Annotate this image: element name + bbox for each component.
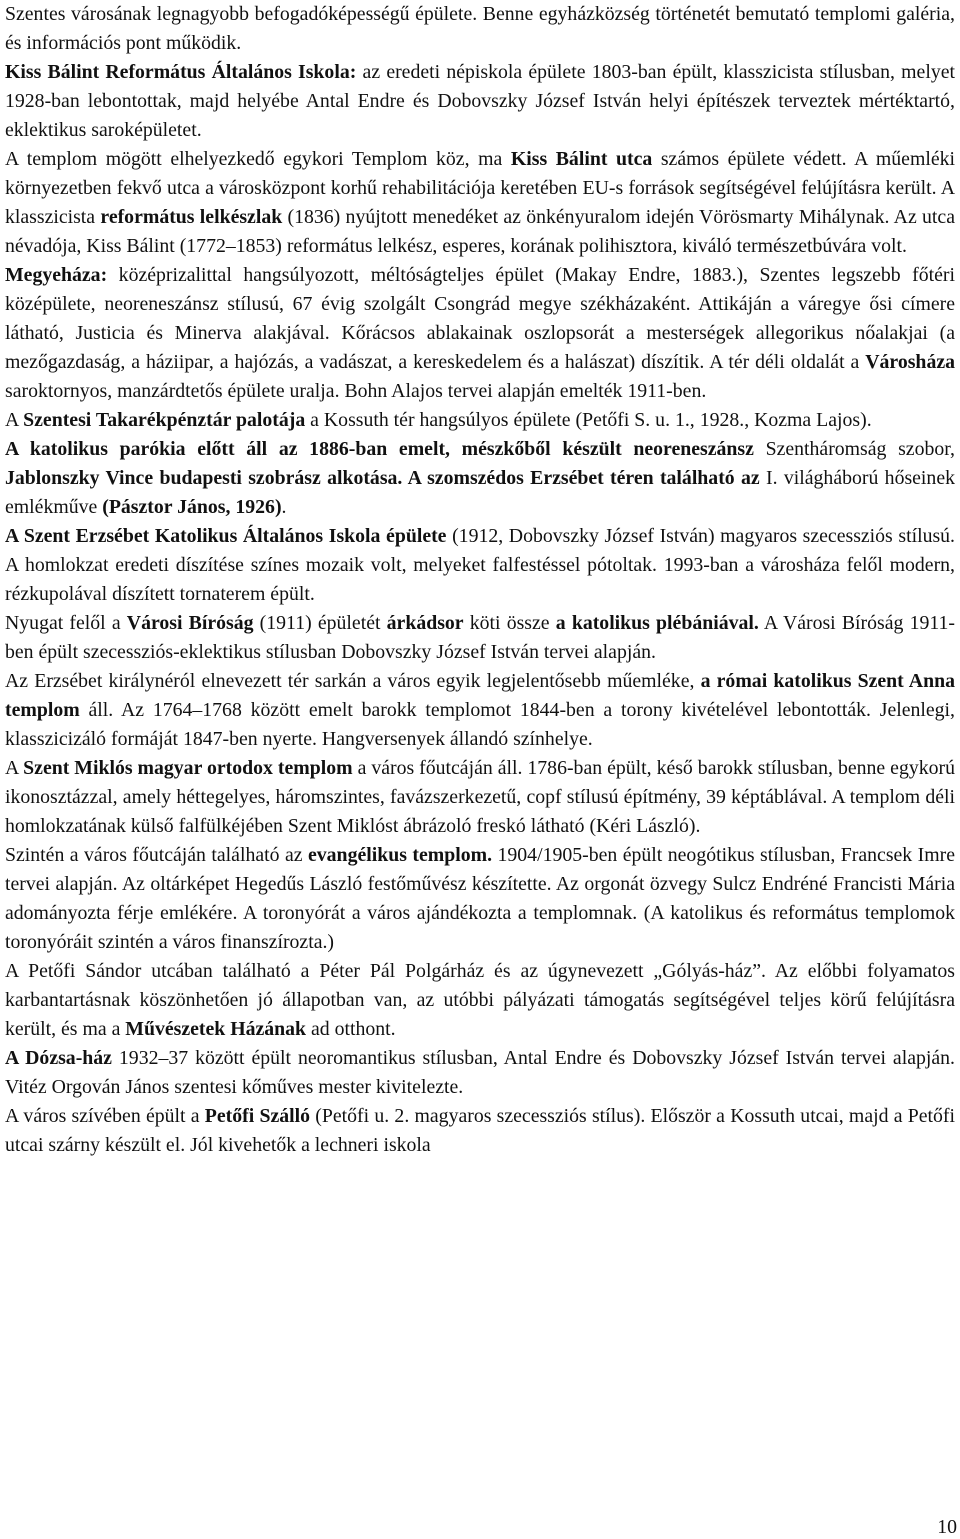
bold-text: A Szent Erzsébet Katolikus Általános Iskola épülete — [5, 525, 447, 547]
text-run: A — [5, 409, 24, 431]
text-run: A templom mögött elhelyezkedő egykori Templom köz, ma — [5, 148, 511, 170]
text-run: az eredeti népiskola épülete 1803-ban épült, klasszicista stílusban, melyet 1928-ban lebontottak, majd helyébe Antal Endre és Dobovszky József István helyi építészek terveztek mértéktartó, eklektikus saroképületet. — [5, 61, 955, 141]
paragraph — [5, 754, 955, 841]
bold-text: árkádsor — [386, 612, 464, 634]
paragraph — [5, 145, 955, 261]
text-run: A Petőfi Sándor utcában található a Péter Pál Polgárház és az úgynevezett „Gólyás-ház”. Az előbbi folyamatos karbantartásnak köszönhetően jó állapotban van, az utóbbi pályázati támogatás segítségével teljes körű felújításra került, és ma a — [5, 960, 955, 1040]
bold-text: református lelkészlak — [100, 206, 283, 228]
text-run: saroktornyos, manzárdtetős épülete uralja. Bohn Alajos tervei alapján emelték 1911-ben. — [5, 380, 707, 402]
text-run: Szentes városának legnagyobb befogadóképességű épülete. Benne egyházközség történetét bemutató templomi galéria, és információs pont működik. — [5, 3, 955, 54]
text-run: A Városi Bíróság 1911-ben épült szecessziós-eklektikus stílusban Dobovszky József István tervei alapján. — [5, 612, 955, 663]
text-run: a Kossuth tér hangsúlyos épülete (Petőfi S. u. 1., 1928., Kozma Lajos). — [305, 409, 872, 431]
text-run: (1911) épületét — [253, 612, 387, 634]
bold-text: evangélikus templom. — [308, 844, 493, 866]
document-body — [5, 0, 955, 1399]
paragraph — [5, 1102, 955, 1160]
text-run: 1932–37 között épült neoromantikus stílusban, Antal Endre és Dobovszky József István tervei alapján. Vitéz Orgován János szentesi kőműves mester kivitelezte. — [5, 1047, 955, 1098]
text-run: ad otthont. — [306, 1018, 396, 1040]
bold-text: Kiss Bálint utca — [510, 148, 653, 170]
bold-text: Jablonszky Vince budapesti szobrász alkotása. A szomszédos Erzsébet téren található az — [5, 467, 760, 489]
paragraph — [5, 406, 955, 435]
bold-text: Megyeháza: — [5, 264, 108, 286]
text-run: 1904/1905-ben épült neogótikus stílusban, Francsek Imre tervei alapján. Az oltárképet Hegedűs László festőművész készítette. Az orgonát özvegy Sulcz Endréné Francisti Mária adományozta férje emlékére. A toronyórát a város ajándékozta a templomnak. (A katolikus és református templomok toronyóráit szintén a város finanszírozta.) — [5, 844, 955, 953]
text-run: Szintén a város főutcáján található az — [5, 844, 308, 866]
paragraph — [5, 667, 955, 754]
bold-text: Szentesi Takarékpénztár palotája — [23, 409, 306, 431]
text-run: a város főutcáján áll. 1786-ban épült, késő barokk stílusban, benne egykorú ikonosztázzal, amely héttegelyes, háromszintes, favázszerkezetű, copf stílusú építmény, 39 képtáblával. A templom déli homlokzatának külső falfülkéjében Szent Miklóst ábrázoló freskó látható (Kéri László). — [5, 757, 955, 837]
text-run: Szentháromság szobor, — [753, 438, 955, 460]
text-run: (1912, Dobovszky József István) magyaros szecessziós stílusú. A homlokzat eredeti díszítése színes mozaik volt, melyeket falfestéssel pótoltak. 1993-ban a városháza felől modern, rézkupolával díszített tornaterem épült. — [5, 525, 955, 605]
text-run: A — [5, 757, 24, 779]
bold-text: A katolikus parókia előtt áll az 1886-ban emelt, mészkőből készült neoreneszánsz — [5, 438, 754, 460]
paragraph — [5, 609, 955, 667]
text-run: Az Erzsébet királynéról elnevezett tér sarkán a város egyik legjelentősebb műemléke, — [5, 670, 701, 692]
bold-text: Kiss Bálint Református Általános Iskola: — [5, 61, 357, 83]
page-number: 10 — [937, 1516, 957, 1538]
paragraph — [5, 1044, 955, 1102]
bold-text: Városháza — [865, 351, 955, 373]
bold-text: Szent Miklós magyar ortodox templom — [23, 757, 353, 779]
bold-text: a római katolikus Szent Anna templom — [5, 670, 955, 721]
document-page — [5, 0, 955, 1399]
paragraph — [5, 841, 955, 957]
text-run: (Petőfi u. 2. magyaros szecessziós stílus). Először a Kossuth utcai, majd a Petőfi utcai szárny készült el. Jól kivehetők a lechneri iskola — [5, 1105, 955, 1156]
text-run: áll. Az 1764–1768 között emelt barokk templomot 1844-ben a torony kivételével lebontották. Jelenlegi, klasszicizáló formáját 1847-ben nyerte. Hangversenyek állandó színhelye. — [5, 699, 955, 750]
text-run: Nyugat felől a — [5, 612, 127, 634]
bold-text: Petőfi Szálló — [204, 1105, 311, 1127]
paragraph — [5, 435, 955, 522]
bold-text: Művészetek Házának — [125, 1018, 307, 1040]
bold-text: a katolikus plébániával. — [555, 612, 759, 634]
text-run: . — [281, 496, 287, 518]
bold-text: Városi Bíróság — [126, 612, 254, 634]
paragraph — [5, 58, 955, 145]
text-run: számos épülete védett. A műemléki környezetben fekvő utca a városközpont korhű rehabilitációja keretében EU-s források segítségével felújításra került. A klasszicista — [5, 148, 955, 228]
text-run: I. világháború hőseinek emlékműve — [5, 467, 955, 518]
paragraph — [5, 957, 955, 1044]
paragraph — [5, 261, 955, 406]
text-run: (1836) nyújtott menedéket az önkényuralom idején Vörösmarty Mihálynak. Az utca névadója, Kiss Bálint (1772–1853) református lelkész, esperes, korának polihisztora, kiváló természetbúvára volt. — [5, 206, 955, 257]
bold-text: (Pásztor János, 1926) — [102, 496, 282, 518]
paragraph — [5, 0, 955, 58]
text-run: köti össze — [463, 612, 556, 634]
paragraph — [5, 522, 955, 609]
text-run: A város szívében épült a — [5, 1105, 205, 1127]
text-run: középrizalittal hangsúlyozott, méltóságteljes épület (Makay Endre, 1883.), Szentes legszebb főtéri középülete, neoreneszánsz stílusú, 67 évig szolgált Csongrád megye székházaként. Attikáján a váregye ősi címere látható, Justicia és Minerva alakjával. Kőrácsos ablakainak oszlopsorát a mesterségek allegorikus nőalakjai (a mezőgazdaság, a háziipar, a hajózás, a vadászat, a kereskedelem és a halászat) díszítik. A tér déli oldalát a — [5, 264, 955, 373]
bold-text: A Dózsa-ház — [5, 1047, 112, 1069]
